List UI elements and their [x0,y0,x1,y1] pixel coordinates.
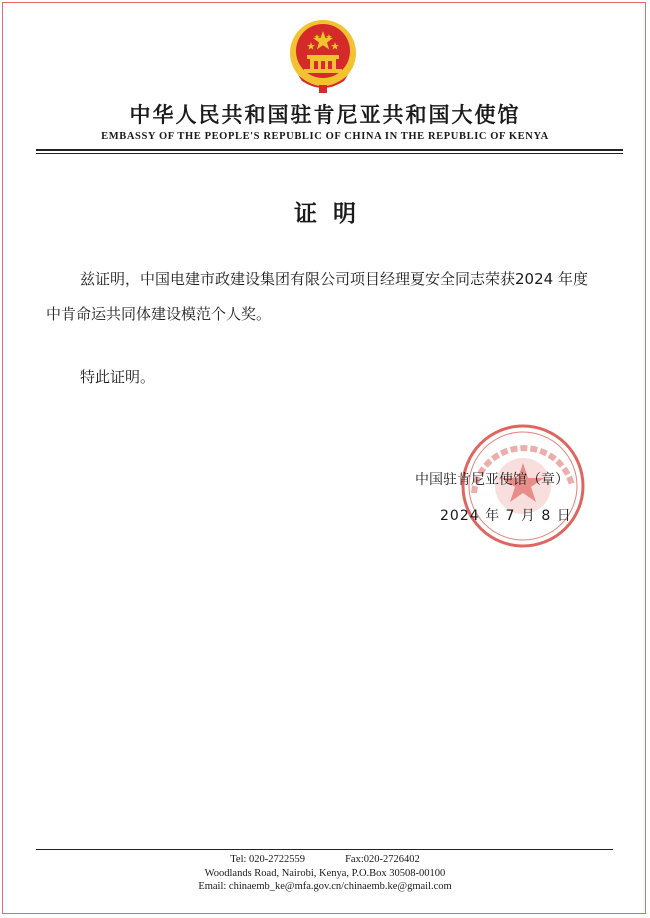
national-emblem-icon [288,17,358,95]
footer-email: Email: chinaemb_ke@mfa.gov.cn/chinaemb.ke@gmail.com [198,881,452,892]
header-divider-thick [36,149,623,151]
footer-fax: Fax:020-2726402 [345,854,420,865]
footer-address: Woodlands Road, Nairobi, Kenya, P.O.Box 30508-00100 [204,867,446,879]
footer-divider [36,849,613,850]
signatory: 中国驻肯尼亚使馆（章） [415,472,569,488]
certificate-body: 兹证明，中国电建市政建设集团有限公司项目经理夏安全同志荣获2024 年度中肯命运共同体建设模范个人奖。 [46,270,588,323]
document-heading: 证明 [294,201,372,227]
signing-date: 2024 年 7 月 8 日 [440,508,572,524]
footer-contact [0,853,650,894]
footer-tel: Tel: 020-2722559 [230,854,306,865]
embassy-title-english: EMBASSY OF THE PEOPLE'S REPUBLIC OF CHINA IN THE REPUBLIC OF KENYA [101,131,549,142]
embassy-title-chinese: 中华人民共和国驻肯尼亚共和国大使馆 [129,103,521,127]
closing-statement: 特此证明。 [80,368,156,386]
header-divider-thin [36,153,623,154]
